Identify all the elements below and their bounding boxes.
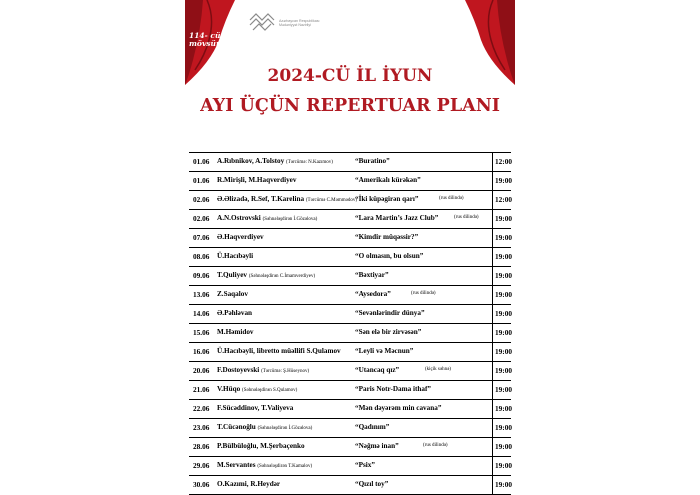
row-note: (rus dilində) [423, 443, 448, 448]
table-row [189, 247, 511, 266]
row-author-note: (Tərcümə C.Məmmədov) [305, 198, 357, 203]
table-row [189, 475, 511, 495]
row-time: 19:00 [495, 347, 513, 356]
row-time: 19:00 [495, 461, 513, 470]
row-author-name: Ü.Hacıbəyli, libretto müəllifi S.Qulamov [217, 347, 341, 355]
table-row [189, 152, 511, 171]
ministry-name [279, 19, 359, 27]
row-author [217, 290, 248, 298]
row-date: 08.06 [193, 252, 210, 261]
row-date: 16.06 [193, 347, 210, 356]
row-date: 01.06 [193, 176, 210, 185]
column-divider [492, 419, 493, 437]
row-time: 19:00 [495, 442, 513, 451]
row-author-name: Ə.Haqverdiyev [217, 233, 264, 241]
table-row [189, 342, 511, 361]
column-divider [492, 229, 493, 247]
repertoire-poster [185, 0, 515, 489]
row-author [217, 214, 317, 222]
column-divider [492, 305, 493, 323]
row-date: 02.06 [193, 195, 210, 204]
row-author [217, 309, 252, 317]
column-divider [492, 343, 493, 361]
table-row [189, 361, 511, 380]
row-time: 19:00 [495, 480, 513, 489]
table-row [189, 190, 511, 209]
row-play-title: “Sevənlərindir dünya” [355, 309, 425, 317]
table-row [189, 399, 511, 418]
column-divider [492, 248, 493, 266]
row-time: 19:00 [495, 404, 513, 413]
column-divider [492, 476, 493, 494]
row-time: 19:00 [495, 309, 513, 318]
row-author-name: F.Sücəddinov, T.Valiyeva [217, 404, 294, 412]
row-time: 19:00 [495, 290, 513, 299]
row-date: 14.06 [193, 309, 210, 318]
row-play-title: “Kimdir müqəssir?” [355, 233, 419, 241]
row-author-note: (Tərcümə: Ş.Hüseynov) [261, 369, 310, 374]
table-row [189, 456, 511, 475]
row-author [217, 195, 357, 203]
row-date: 07.06 [193, 233, 210, 242]
repertoire-table [189, 152, 511, 495]
column-divider [492, 267, 493, 285]
row-time: 19:00 [495, 328, 513, 337]
row-note: (rus dilində) [454, 215, 479, 220]
row-play-title: “Paris Notr-Dama ithaf” [355, 385, 431, 393]
row-author-name: Ə.Əlizadə, R.Sef, T.Karelina [217, 195, 305, 203]
season-line2: mövsüm [189, 39, 224, 48]
row-author-name: V.Hüqo [217, 385, 241, 393]
row-play-title: “Bəxtiyar” [355, 271, 389, 279]
row-date: 28.06 [193, 442, 210, 451]
row-time: 19:00 [495, 214, 513, 223]
row-time: 12:00 [495, 157, 513, 166]
table-row [189, 323, 511, 342]
row-author-note: (Səhnələşdirən C.İmamverdiyev) [248, 274, 316, 279]
row-time: 19:00 [495, 385, 513, 394]
table-row [189, 380, 511, 399]
row-author [217, 480, 280, 488]
row-author-name: F.Dostoyevski [217, 366, 260, 374]
row-play-title: “Lara Martin’s Jazz Club” [355, 214, 439, 222]
ministry-logo [247, 8, 357, 38]
row-date: 30.06 [193, 480, 210, 489]
row-time: 19:00 [495, 233, 513, 242]
row-author [217, 404, 293, 412]
row-note: (rus dilində) [411, 291, 436, 296]
column-divider [492, 362, 493, 380]
season-label [189, 32, 239, 48]
row-play-title: “Qızıl toy” [355, 480, 389, 488]
table-row [189, 228, 511, 247]
row-date: 29.06 [193, 461, 210, 470]
row-author [217, 461, 312, 469]
table-row [189, 266, 511, 285]
row-author [217, 271, 315, 279]
row-author [217, 347, 341, 355]
column-divider [492, 457, 493, 475]
row-play-title: “Amerikalı kürəkən” [355, 176, 421, 184]
table-row [189, 437, 511, 456]
row-author-note: (Tərcümə: N.Kazımov) [286, 160, 333, 165]
table-row [189, 285, 511, 304]
row-author-name: T.Cücənoğlu [217, 423, 256, 431]
column-divider [492, 210, 493, 228]
row-play-title: “Utancaq qız” [355, 366, 400, 374]
column-divider [492, 153, 493, 171]
row-author [217, 233, 264, 241]
column-divider [492, 172, 493, 190]
row-author-name: T.Quliyev [217, 271, 248, 279]
column-divider [492, 191, 493, 209]
season-line1: 114- cü [189, 31, 221, 40]
row-author [217, 157, 333, 165]
row-play-title: “Buratino” [355, 157, 390, 165]
row-author-name: A.Rıbnikov, A.Tolstoy [217, 157, 285, 165]
row-author-name: Z.Saqalov [217, 290, 248, 298]
row-author-note: (Səhnələşdirən T.Kamalov) [257, 464, 313, 469]
row-author [217, 366, 309, 374]
row-play-title: “Mən dəyərəm min cavana” [355, 404, 442, 412]
row-author [217, 442, 305, 450]
table-row [189, 171, 511, 190]
row-author [217, 176, 296, 184]
row-play-title: “Qadınım” [355, 423, 390, 431]
row-play-title: “Psix” [355, 461, 375, 469]
row-author-note: (Səhnələşdirən İ.Gözəlova) [262, 217, 318, 222]
table-row [189, 209, 511, 228]
row-author-note: (Səhnələşdirən S.Qulamov) [242, 388, 298, 393]
column-divider [492, 381, 493, 399]
row-author [217, 328, 254, 336]
row-author-name: O.Kazımi, R.Heydər [217, 480, 281, 488]
row-play-title: “Nəğmə inan” [355, 442, 399, 450]
row-play-title: “Aysedora” [355, 290, 391, 298]
row-note: (rus dilində) [439, 196, 464, 201]
row-author-name: M.Həmidov [217, 328, 254, 336]
table-row [189, 304, 511, 323]
row-date: 15.06 [193, 328, 210, 337]
row-time: 19:00 [495, 252, 513, 261]
title-line2: AYI ÜÇÜN REPERTUAR PLANI [200, 96, 500, 116]
row-note: (kiçik səhnə) [425, 367, 451, 372]
column-divider [492, 286, 493, 304]
row-time: 19:00 [495, 176, 513, 185]
row-date: 23.06 [193, 423, 210, 432]
row-date: 22.06 [193, 404, 210, 413]
row-author-name: Ü.Hacıbəyli [217, 252, 254, 260]
ministry-emblem-icon [247, 8, 277, 34]
row-date: 13.06 [193, 290, 210, 299]
row-time: 19:00 [495, 366, 513, 375]
row-time: 19:00 [495, 271, 513, 280]
row-date: 09.06 [193, 271, 210, 280]
row-author-name: M.Servantes [217, 461, 256, 469]
row-author-name: R.Mirişli, M.Haqverdiyev [217, 176, 297, 184]
ministry-line1: Azərbaycan Respublikası [279, 19, 320, 23]
row-date: 02.06 [193, 214, 210, 223]
column-divider [492, 400, 493, 418]
row-author [217, 252, 253, 260]
row-author [217, 385, 297, 393]
row-author [217, 423, 312, 431]
column-divider [492, 438, 493, 456]
column-divider [492, 324, 493, 342]
row-play-title: “Leyli və Məcnun” [355, 347, 414, 355]
table-row [189, 418, 511, 437]
row-date: 20.06 [193, 366, 210, 375]
row-play-title: “Sən elə bir zirvəsən” [355, 328, 422, 336]
row-author-name: P.Bülbüloğlu, M.Şerbaçenko [217, 442, 305, 450]
row-time: 12:00 [495, 195, 513, 204]
row-time: 19:00 [495, 423, 513, 432]
row-play-title: “İki küpəgirən qarı” [355, 195, 419, 203]
title-line1: 2024-CÜ İL İYUN [267, 66, 433, 86]
row-play-title: “O olmasın, bu olsun” [355, 252, 424, 260]
row-date: 01.06 [193, 157, 210, 166]
row-date: 21.06 [193, 385, 210, 394]
ministry-line2: Mədəniyyət Nazirliyi [279, 23, 311, 28]
row-author-note: (Səhnələşdirən İ.Gözəlova) [257, 426, 313, 431]
row-author-name: A.N.Ostrovski [217, 214, 261, 222]
row-author-name: Ə.Pəhləvan [217, 309, 253, 317]
